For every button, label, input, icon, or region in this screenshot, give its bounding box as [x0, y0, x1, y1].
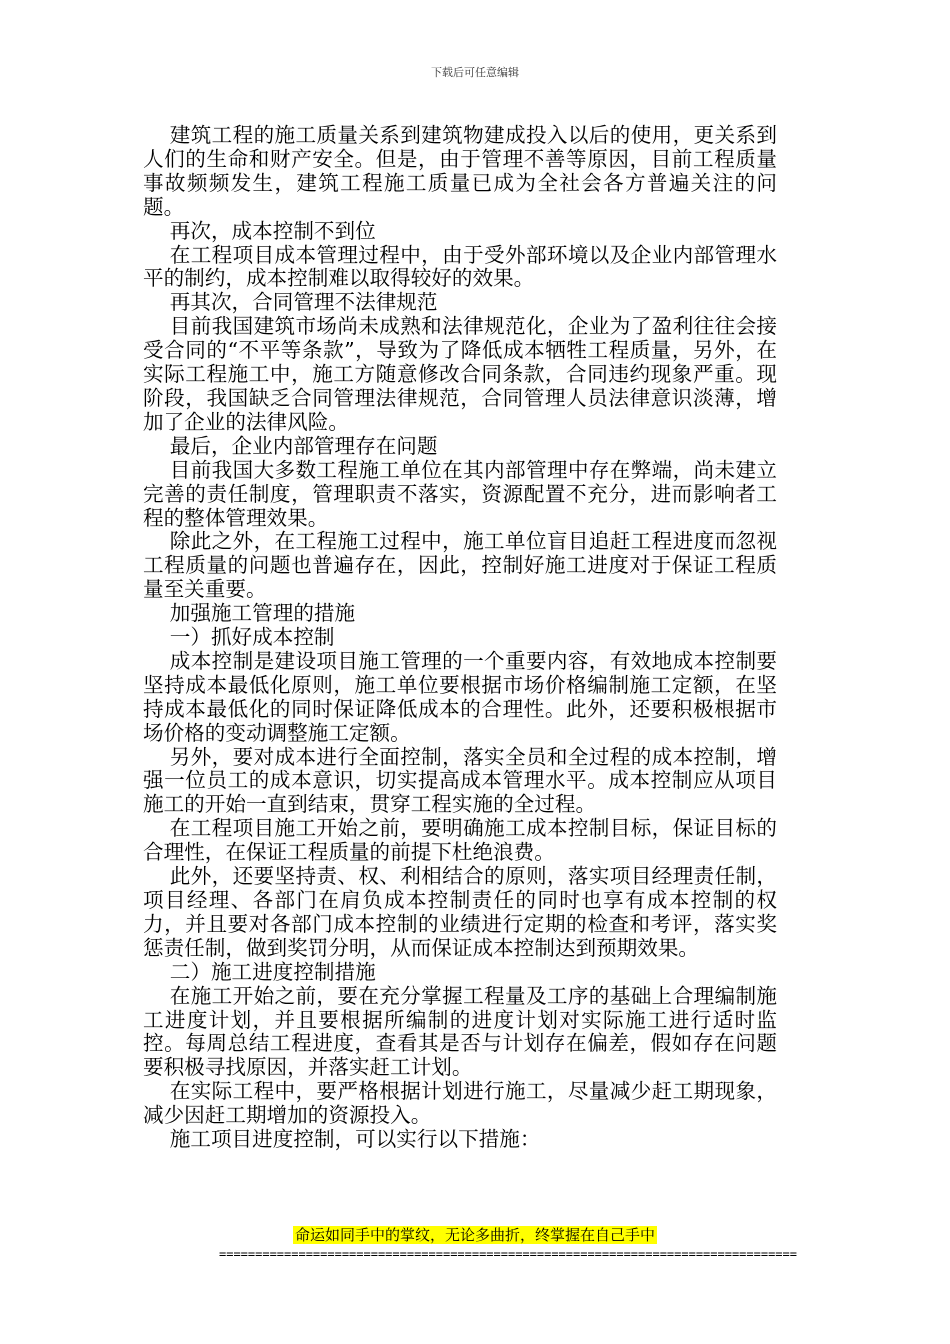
paragraph: 在实际工程中，要严格根据计划进行施工，尽量减少赶工期现象，减少因赶工期增加的资源投入。 — [143, 1079, 777, 1128]
paragraph: 目前我国大多数工程施工单位在其内部管理中存在弊端，尚未建立完善的责任制度，管理职责不落实，资源配置不充分，进而影响者工程的整体管理效果。 — [143, 457, 777, 530]
section-heading: 一）抓好成本控制 — [169, 625, 335, 650]
paragraph: 此外，还要坚持责、权、利相结合的原则，落实项目经理责任制，项目经理、各部门在肩负成本控制责任的同时也享有成本控制的权力，并且要对各部门成本控制的业绩进行定期的检查和考评，落实奖惩责任制，做到奖罚分明，从而保证成本控制达到预期效果。 — [143, 864, 777, 960]
paragraph: 在工程项目成本管理过程中，由于受外部环境以及企业内部管理水平的制约，成本控制难以取得较好的效果。 — [143, 242, 777, 291]
header-note: 下载后可任意编辑 — [431, 66, 519, 79]
section-heading: 最后，企业内部管理存在问题 — [169, 433, 438, 458]
paragraph: 成本控制是建设项目施工管理的一个重要内容，有效地成本控制要坚持成本最低化原则，施工单位要根据市场价格编制施工定额，在坚持成本最低化的同时保证降低成本的合理性。此外，还要积极根据市场价格的变动调整施工定额。 — [143, 648, 777, 745]
section-heading: 再其次，合同管理不法律规范 — [169, 290, 438, 315]
paragraph: 另外，要对成本进行全面控制，落实全员和全过程的成本控制，增强一位员工的成本意识，切实提高成本管理水平。成本控制应从项目施工的开始一直到结束，贯穿工程实施的全过程。 — [143, 744, 777, 817]
paragraph: 施工项目进度控制，可以实行以下措施： — [169, 1127, 541, 1152]
paragraph: 在施工开始之前，要在充分掌握工程量及工序的基础上合理编制施工进度计划，并且要根据所编制的进度计划对实际施工进行适时监控。每周总结工程进度，查看其是否与计划存在偏差，假如存在问题要积极寻找原因，并落实赶工计划。 — [143, 983, 777, 1080]
paragraph: 除此之外，在工程施工过程中，施工单位盲目追赶工程进度而忽视工程质量的问题也普遍存在，因此，控制好施工进度对于保证工程质量至关重要。 — [143, 529, 777, 602]
footer-divider: ================================================================================ — [219, 1247, 797, 1261]
document-body — [143, 124, 777, 1152]
paragraph: 建筑工程的施工质量关系到建筑物建成投入以后的使用，更关系到人们的生命和财产安全。但是，由于管理不善等原因，目前工程质量事故频频发生，建筑工程施工质量已成为全社会各方普遍关注的问题。 — [143, 123, 777, 219]
paragraph: 在工程项目施工开始之前，要明确施工成本控制目标，保证目标的合理性，在保证工程质量的前提下杜绝浪费。 — [143, 816, 777, 865]
section-heading: 加强施工管理的措施 — [169, 601, 356, 626]
footer-quote — [0, 1225, 950, 1245]
footer-quote-text: 命运如同手中的掌纹，无论多曲折，终掌握在自己手中 — [294, 1226, 655, 1244]
section-heading: 二）施工进度控制措施 — [169, 959, 376, 984]
paragraph: 目前我国建筑市场尚未成熟和法律规范化，企业为了盈利往往会接受合同的“不平等条款”，导致为了降低成本牺牲工程质量，另外，在实际工程施工中，施工方随意修改合同条款，合同违约现象严重。现阶段，我国缺乏合同管理法律规范，合同管理人员法律意识淡薄，增加了企业的法律风险。 — [143, 314, 777, 434]
section-heading: 再次，成本控制不到位 — [169, 218, 376, 243]
